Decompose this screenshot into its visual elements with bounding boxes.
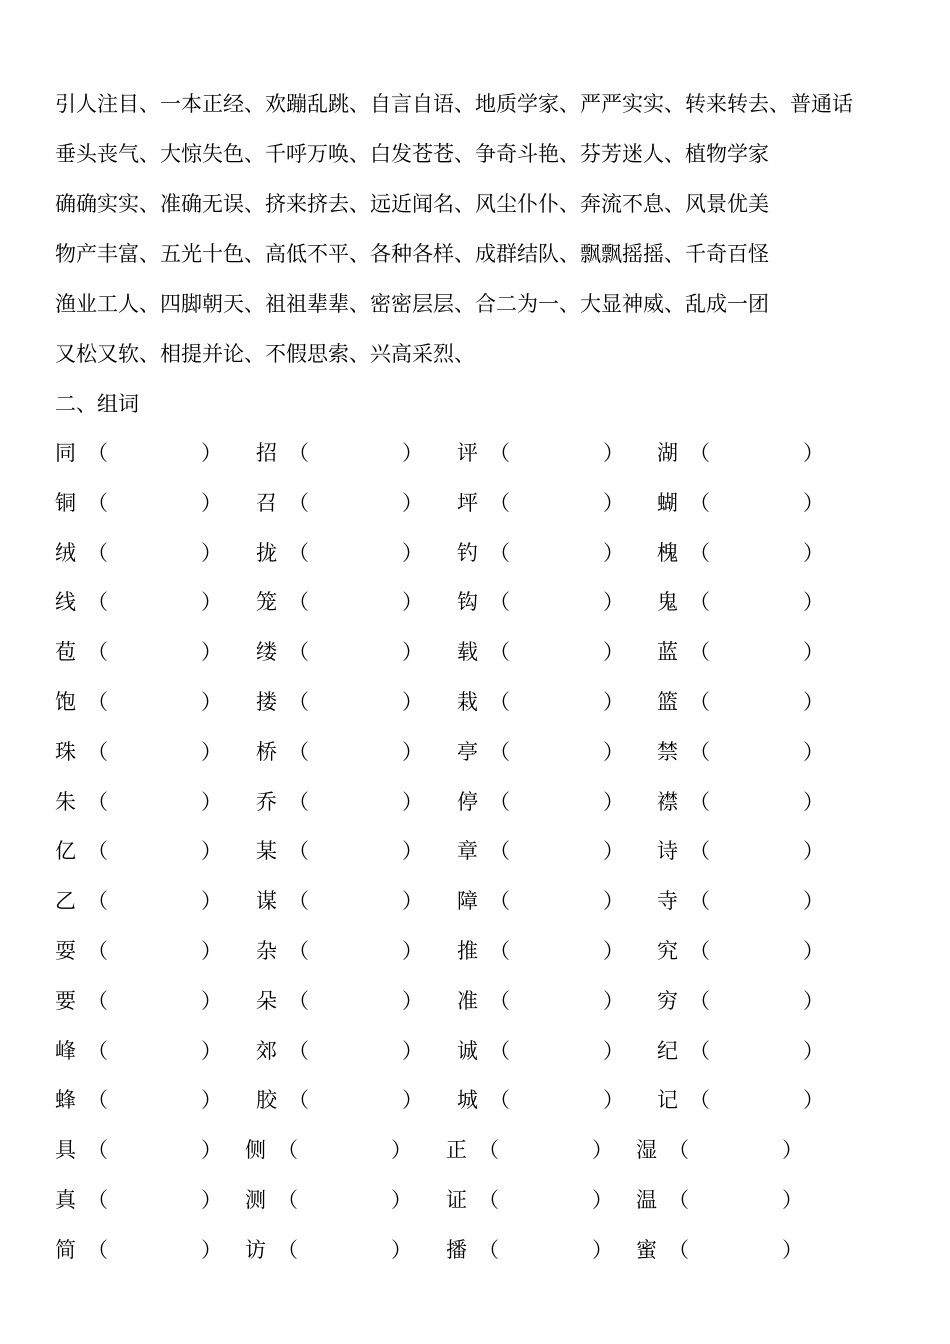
answer-open-paren: （ [489,889,510,913]
answer-open-paren: （ [668,1138,689,1162]
word-item [657,936,832,966]
answer-close-paren: ） [592,1188,613,1212]
word-item [657,637,832,667]
answer-open-paren: （ [87,1138,108,1162]
word-character: 苞 [55,640,76,664]
word-item [446,1235,621,1265]
word-item [256,687,431,717]
word-character: 准 [457,989,478,1013]
answer-open-paren: （ [288,541,309,565]
answer-close-paren: ） [391,1238,412,1262]
word-item [446,1135,621,1165]
answer-close-paren: ） [592,1238,613,1262]
word-item [657,787,832,817]
answer-close-paren: ） [201,1238,222,1262]
word-item [457,986,632,1016]
answer-close-paren: ） [803,491,824,515]
word-character: 篮 [657,690,678,714]
word-item [256,836,431,866]
word-item [55,836,230,866]
answer-close-paren: ） [391,1138,412,1162]
answer-open-paren: （ [689,1039,710,1063]
word-item [55,1185,230,1215]
answer-close-paren: ） [782,1138,803,1162]
word-character: 诚 [457,1039,478,1063]
word-item [657,986,832,1016]
word-character: 简 [55,1238,76,1262]
word-character: 某 [256,839,277,863]
word-item [245,1135,420,1165]
answer-close-paren: ） [782,1238,803,1262]
answer-close-paren: ） [402,1039,423,1063]
word-item [657,1036,832,1066]
answer-open-paren: （ [478,1188,499,1212]
answer-close-paren: ） [201,939,222,963]
word-item [256,488,431,518]
answer-open-paren: （ [288,839,309,863]
word-item [55,438,230,468]
word-character: 记 [657,1088,678,1112]
word-item [457,936,632,966]
word-item [657,538,832,568]
answer-open-paren: （ [489,989,510,1013]
word-item [256,587,431,617]
idiom-line: 物产丰富、五光十色、高低不平、各种各样、成群结队、飘飘摇摇、千奇百怪 [55,242,769,266]
word-character: 亿 [55,839,76,863]
word-character: 朱 [55,790,76,814]
answer-open-paren: （ [87,1039,108,1063]
word-character: 纪 [657,1039,678,1063]
word-character: 究 [657,939,678,963]
answer-close-paren: ） [803,839,824,863]
word-character: 绒 [55,541,76,565]
answer-open-paren: （ [87,441,108,465]
word-item [55,1235,230,1265]
word-character: 拢 [256,541,277,565]
word-character: 诗 [657,839,678,863]
answer-open-paren: （ [288,441,309,465]
answer-open-paren: （ [87,889,108,913]
answer-close-paren: ） [402,690,423,714]
word-item [256,438,431,468]
answer-open-paren: （ [288,989,309,1013]
word-item [657,1085,832,1115]
answer-close-paren: ） [201,541,222,565]
word-item [657,488,832,518]
answer-close-paren: ） [201,1138,222,1162]
answer-open-paren: （ [288,590,309,614]
idiom-line: 又松又软、相提并论、不假思索、兴高采烈、 [55,342,475,366]
answer-close-paren: ） [201,839,222,863]
word-item [256,936,431,966]
idiom-line: 引人注目、一本正经、欢蹦乱跳、自言自语、地质学家、严严实实、转来转去、普通话 [55,92,853,116]
answer-close-paren: ） [402,839,423,863]
word-item [657,587,832,617]
word-character: 章 [457,839,478,863]
answer-close-paren: ） [402,541,423,565]
answer-open-paren: （ [288,690,309,714]
answer-close-paren: ） [603,491,624,515]
answer-close-paren: ） [803,740,824,764]
word-item [457,587,632,617]
word-item [55,538,230,568]
answer-open-paren: （ [288,640,309,664]
answer-open-paren: （ [489,590,510,614]
answer-close-paren: ） [402,740,423,764]
answer-close-paren: ） [603,889,624,913]
word-item [256,986,431,1016]
word-character: 同 [55,441,76,465]
answer-open-paren: （ [689,640,710,664]
word-character: 蝴 [657,491,678,515]
word-item [55,1036,230,1066]
answer-open-paren: （ [489,1088,510,1112]
answer-open-paren: （ [87,491,108,515]
word-item [245,1185,420,1215]
word-item [636,1135,811,1165]
answer-close-paren: ） [603,1088,624,1112]
word-item [657,687,832,717]
answer-close-paren: ） [803,541,824,565]
word-item [55,936,230,966]
answer-open-paren: （ [489,1039,510,1063]
word-character: 钩 [457,590,478,614]
answer-close-paren: ） [201,1188,222,1212]
answer-close-paren: ） [201,790,222,814]
section-title: 二、组词 [55,392,139,416]
word-character: 要 [55,989,76,1013]
answer-close-paren: ） [803,1088,824,1112]
answer-open-paren: （ [288,790,309,814]
idiom-line: 渔业工人、四脚朝天、祖祖辈辈、密密层层、合二为一、大显神威、乱成一团 [55,292,769,316]
answer-close-paren: ） [603,790,624,814]
word-character: 峰 [55,1039,76,1063]
answer-open-paren: （ [87,1188,108,1212]
word-item [256,1085,431,1115]
word-character: 停 [457,790,478,814]
word-item [55,986,230,1016]
word-character: 招 [256,441,277,465]
answer-close-paren: ） [803,640,824,664]
idiom-line: 确确实实、准确无误、挤来挤去、远近闻名、风尘仆仆、奔流不息、风景优美 [55,192,769,216]
answer-open-paren: （ [277,1238,298,1262]
word-item [457,637,632,667]
answer-close-paren: ） [592,1138,613,1162]
word-character: 乔 [256,790,277,814]
answer-close-paren: ） [603,690,624,714]
answer-open-paren: （ [489,740,510,764]
answer-open-paren: （ [288,1088,309,1112]
answer-open-paren: （ [689,690,710,714]
answer-close-paren: ） [603,939,624,963]
word-character: 温 [636,1188,657,1212]
answer-close-paren: ） [402,441,423,465]
word-character: 钓 [457,541,478,565]
answer-close-paren: ） [603,590,624,614]
answer-open-paren: （ [689,889,710,913]
answer-open-paren: （ [288,939,309,963]
answer-close-paren: ） [803,1039,824,1063]
word-item [457,1085,632,1115]
answer-close-paren: ） [402,889,423,913]
answer-close-paren: ） [402,491,423,515]
answer-open-paren: （ [87,740,108,764]
answer-close-paren: ） [603,839,624,863]
answer-open-paren: （ [288,1039,309,1063]
answer-close-paren: ） [803,790,824,814]
answer-close-paren: ） [391,1188,412,1212]
word-item [256,737,431,767]
answer-close-paren: ） [603,740,624,764]
word-item [55,587,230,617]
word-item [457,737,632,767]
answer-open-paren: （ [288,491,309,515]
answer-open-paren: （ [87,939,108,963]
answer-open-paren: （ [489,441,510,465]
answer-close-paren: ） [603,989,624,1013]
answer-open-paren: （ [87,1238,108,1262]
answer-open-paren: （ [277,1188,298,1212]
word-character: 测 [245,1188,266,1212]
answer-open-paren: （ [87,690,108,714]
word-character: 搂 [256,690,277,714]
answer-open-paren: （ [489,939,510,963]
word-character: 寺 [657,889,678,913]
answer-open-paren: （ [689,590,710,614]
word-character: 禁 [657,740,678,764]
word-character: 珠 [55,740,76,764]
word-character: 穷 [657,989,678,1013]
answer-close-paren: ） [603,1039,624,1063]
word-item [657,737,832,767]
word-character: 杂 [256,939,277,963]
answer-open-paren: （ [668,1188,689,1212]
answer-open-paren: （ [689,491,710,515]
answer-open-paren: （ [87,790,108,814]
answer-close-paren: ） [201,690,222,714]
answer-close-paren: ） [402,939,423,963]
answer-open-paren: （ [689,1088,710,1112]
answer-close-paren: ） [201,889,222,913]
word-item [245,1235,420,1265]
word-character: 正 [446,1138,467,1162]
word-character: 蜜 [636,1238,657,1262]
answer-close-paren: ） [402,640,423,664]
answer-open-paren: （ [689,939,710,963]
word-character: 推 [457,939,478,963]
word-character: 谋 [256,889,277,913]
answer-close-paren: ） [201,1088,222,1112]
word-character: 栽 [457,690,478,714]
answer-close-paren: ） [201,989,222,1013]
word-item [457,1036,632,1066]
word-character: 城 [457,1088,478,1112]
answer-close-paren: ） [402,989,423,1013]
word-item [457,836,632,866]
word-character: 障 [457,889,478,913]
word-item [657,836,832,866]
answer-open-paren: （ [689,790,710,814]
word-character: 真 [55,1188,76,1212]
word-item [256,637,431,667]
answer-open-paren: （ [689,839,710,863]
answer-close-paren: ） [402,590,423,614]
word-character: 载 [457,640,478,664]
word-character: 朵 [256,989,277,1013]
word-character: 缕 [256,640,277,664]
answer-open-paren: （ [489,640,510,664]
word-character: 湿 [636,1138,657,1162]
word-character: 侧 [245,1138,266,1162]
answer-close-paren: ） [803,690,824,714]
answer-open-paren: （ [87,839,108,863]
answer-close-paren: ） [402,790,423,814]
word-character: 湖 [657,441,678,465]
answer-close-paren: ） [603,441,624,465]
word-character: 襟 [657,790,678,814]
answer-close-paren: ） [603,541,624,565]
word-item [55,737,230,767]
answer-open-paren: （ [87,590,108,614]
word-item [256,886,431,916]
word-character: 槐 [657,541,678,565]
answer-open-paren: （ [489,839,510,863]
word-character: 评 [457,441,478,465]
word-item [446,1185,621,1215]
word-character: 坪 [457,491,478,515]
answer-open-paren: （ [87,640,108,664]
answer-close-paren: ） [201,740,222,764]
answer-open-paren: （ [689,989,710,1013]
word-item [636,1235,811,1265]
answer-close-paren: ） [201,640,222,664]
answer-open-paren: （ [689,541,710,565]
answer-open-paren: （ [689,441,710,465]
answer-open-paren: （ [689,740,710,764]
word-item [55,488,230,518]
answer-open-paren: （ [288,889,309,913]
answer-close-paren: ） [201,441,222,465]
word-character: 召 [256,491,277,515]
word-item [657,886,832,916]
word-character: 证 [446,1188,467,1212]
answer-close-paren: ） [782,1188,803,1212]
word-character: 桥 [256,740,277,764]
answer-close-paren: ） [201,590,222,614]
answer-close-paren: ） [803,590,824,614]
idiom-line: 垂头丧气、大惊失色、千呼万唤、白发苍苍、争奇斗艳、芬芳迷人、植物学家 [55,142,769,166]
answer-close-paren: ） [803,441,824,465]
answer-open-paren: （ [489,541,510,565]
word-character: 蜂 [55,1088,76,1112]
word-item [457,687,632,717]
answer-close-paren: ） [603,640,624,664]
answer-open-paren: （ [87,1088,108,1112]
word-character: 笼 [256,590,277,614]
answer-open-paren: （ [489,690,510,714]
word-item [457,488,632,518]
answer-open-paren: （ [87,541,108,565]
word-character: 蓝 [657,640,678,664]
word-item [256,1036,431,1066]
answer-open-paren: （ [288,740,309,764]
answer-close-paren: ） [402,1088,423,1112]
answer-open-paren: （ [277,1138,298,1162]
answer-close-paren: ） [803,939,824,963]
word-character: 播 [446,1238,467,1262]
word-item [457,538,632,568]
word-character: 鬼 [657,590,678,614]
word-character: 线 [55,590,76,614]
answer-open-paren: （ [478,1138,499,1162]
word-character: 耍 [55,939,76,963]
word-item [55,1135,230,1165]
answer-open-paren: （ [489,790,510,814]
word-item [636,1185,811,1215]
word-item [457,438,632,468]
word-item [457,787,632,817]
word-item [55,787,230,817]
answer-close-paren: ） [201,491,222,515]
word-character: 亭 [457,740,478,764]
word-character: 胶 [256,1088,277,1112]
word-item [457,886,632,916]
word-character: 乙 [55,889,76,913]
word-character: 饱 [55,690,76,714]
word-item [55,637,230,667]
answer-close-paren: ） [201,1039,222,1063]
word-item [657,438,832,468]
word-character: 具 [55,1138,76,1162]
word-character: 访 [245,1238,266,1262]
answer-open-paren: （ [478,1238,499,1262]
answer-open-paren: （ [489,491,510,515]
word-character: 铜 [55,491,76,515]
word-item [55,687,230,717]
word-item [55,886,230,916]
word-item [256,787,431,817]
answer-open-paren: （ [668,1238,689,1262]
word-item [55,1085,230,1115]
answer-open-paren: （ [87,989,108,1013]
answer-close-paren: ） [803,989,824,1013]
word-item [256,538,431,568]
word-character: 郊 [256,1039,277,1063]
answer-close-paren: ） [803,889,824,913]
